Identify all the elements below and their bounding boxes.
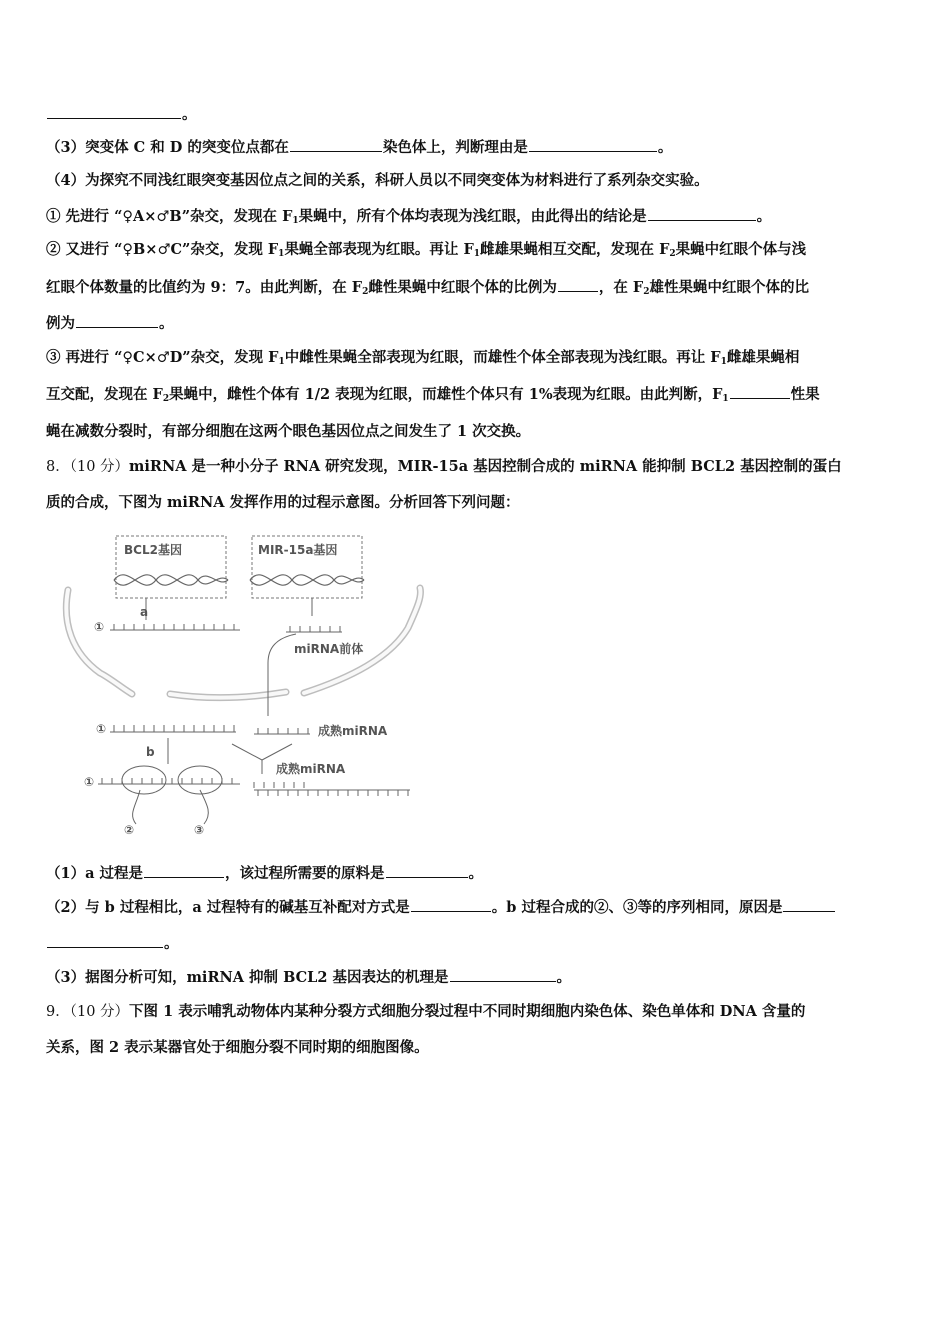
answer-blank[interactable]: [730, 384, 790, 399]
q8-part3: （3）据图分析可知，miRNA 抑制 BCL2 基因表达的机理是 。: [46, 969, 571, 986]
arrow-to-mature: [268, 634, 296, 716]
q7-sub1: ① 先进行 “♀A×♂B”杂交，发现在 $F_1$果蝇中，所有个体均表现为浅红眼，由此得出的结论是 。: [46, 208, 772, 226]
q7-sub3-line1: ③ 再进行 “♀C×♂D”杂交，发现 $F_1$中雌性果蝇全部表现为红眼，而雄性个体全部表现为浅红眼。再让 $F_1$雌雄果蝇相: [46, 349, 800, 367]
q9-stem-line2: 关系，图 2 表示某器官处于细胞分裂不同时期的细胞图像。: [46, 1039, 429, 1056]
q8-part1: （1）a 过程是 ，该过程所需要的原料是 。: [46, 865, 484, 882]
q7-cont-line: 。: [46, 104, 910, 125]
circled-2-label: ②: [124, 823, 135, 837]
q7-sub2-line1: ② 又进行 “♀B×♂C”杂交，发现 $F_1$果蝇全部表现为红眼。再让 $F_1$雌雄果蝇相互交配，发现在 $F_2$果蝇中红眼个体与浅: [46, 241, 807, 259]
q8-stem-line2: 质的合成，下图为 miRNA 发挥作用的过程示意图。分析回答下列问题：: [46, 494, 520, 511]
answer-blank[interactable]: [648, 206, 756, 221]
mirna-precursor-label: miRNA前体: [294, 642, 364, 656]
mature-mirna-label-2: 成熟miRNA: [276, 762, 346, 776]
circled-1-label: ①: [84, 775, 95, 789]
q9-stem-line1: 9．（10 分）下图 1 表示哺乳动物体内某种分裂方式细胞分裂过程中不同时期细胞内染色体、染色单体和 DNA 含量的: [46, 1003, 806, 1020]
answer-blank[interactable]: [144, 863, 224, 878]
answer-blank[interactable]: [47, 104, 181, 119]
circled-3-label: ③: [194, 823, 205, 837]
bcl2-dna-helix: [114, 575, 228, 585]
circled-1-label: ①: [94, 620, 105, 634]
mirna-binding-mrna: [254, 782, 410, 796]
mirna-process-diagram: [40, 528, 440, 848]
mrna-strand: [110, 624, 240, 630]
mature-mirna-strand: [254, 728, 310, 734]
q7-sub2-line3: 例为 。: [46, 315, 174, 332]
q7-sub3-line3: 蝇在减数分裂时，有部分细胞在这两个眼色基因位点之间发生了 1 次交换。: [46, 423, 531, 440]
label-b: b: [146, 745, 155, 759]
mir15a-gene-label: MIR-15a基因: [258, 543, 338, 557]
cell-membrane: [66, 588, 420, 698]
answer-blank[interactable]: [558, 277, 598, 292]
answer-blank[interactable]: [47, 933, 163, 948]
q8-stem-line1: 8．（10 分）miRNA 是一种小分子 RNA 研究发现，MIR-15a 基因控制合成的 miRNA 能抑制 BCL2 基因控制的蛋白: [46, 458, 842, 475]
mir15a-dna-helix: [250, 575, 364, 585]
q8-part2-line1: （2）与 b 过程相比，a 过程特有的碱基互补配对方式是 。b 过程合成的②、③等的序列相同，原因是: [46, 897, 910, 918]
q8-part2-line2: 。: [46, 933, 910, 954]
answer-blank[interactable]: [783, 897, 835, 912]
answer-blank[interactable]: [411, 897, 491, 912]
answer-blank[interactable]: [529, 137, 657, 152]
mature-mirna-label-1: 成熟miRNA: [318, 724, 388, 738]
answer-blank[interactable]: [290, 137, 382, 152]
q7-part3: （3）突变体 C 和 D 的突变位点都在 染色体上，判断理由是 。: [46, 139, 673, 156]
bcl2-gene-label: BCL2基因: [124, 543, 182, 557]
q7-part4: （4）为探究不同浅红眼突变基因位点之间的关系，科研人员以不同突变体为材料进行了系列杂交实验。: [46, 172, 709, 189]
label-a: a: [140, 605, 149, 619]
q7-sub2-line2: 红眼个体数量的比值约为 9：7。由此判断，在 $F_2$雌性果蝇中红眼个体的比例为 ，在 $F_2$雄性果蝇中红眼个体的比: [46, 279, 809, 297]
mirna-precursor-strand: [286, 626, 342, 632]
translation-ribosomes: [98, 766, 240, 824]
answer-blank[interactable]: [386, 863, 468, 878]
q7-sub3-line2: 互交配，发现在 $F_2$果蝇中，雌性个体有 1/2 表现为红眼，而雄性个体只有 1%表现为红眼。由此判断，$F_1$ 性果: [46, 386, 820, 404]
circled-1-label: ①: [96, 722, 107, 736]
answer-blank[interactable]: [450, 967, 556, 982]
answer-blank[interactable]: [76, 313, 158, 328]
